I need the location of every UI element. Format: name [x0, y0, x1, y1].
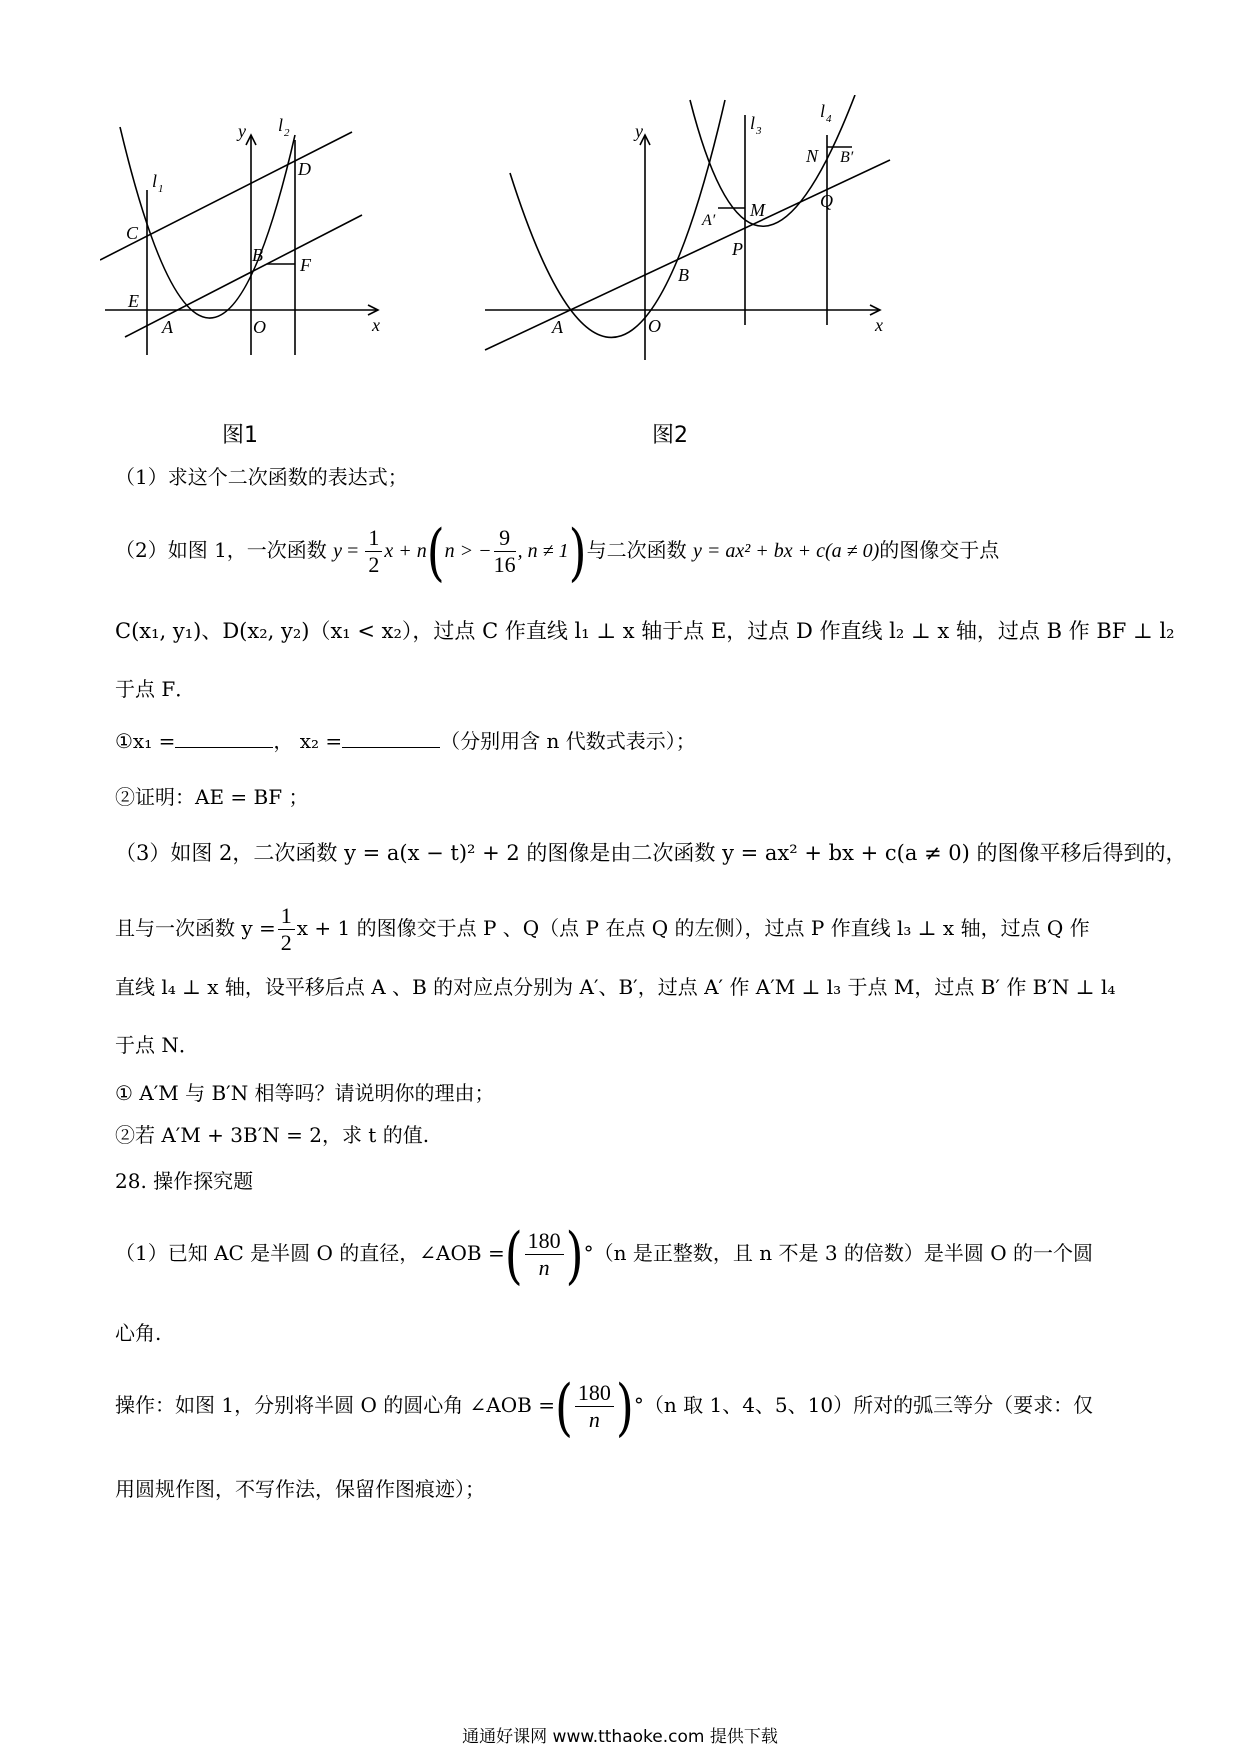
- label-C: C: [126, 223, 139, 243]
- label-l4: l: [820, 101, 826, 121]
- figure-1-caption: 图1: [222, 423, 258, 448]
- q28-p2-num: 180: [575, 1380, 614, 1407]
- question-2-line-3: 于点 F．: [115, 677, 196, 701]
- q2-lead: （2）如图 1，一次函数: [115, 538, 327, 562]
- label-l3: l: [750, 113, 756, 133]
- q2-cond-fraction: [494, 525, 516, 578]
- label-y: y: [635, 121, 643, 141]
- label-F: F: [300, 255, 311, 275]
- label-x: x: [875, 315, 883, 335]
- q2-sub1-c: （分别用含 n 代数式表示）；: [440, 729, 696, 753]
- q28-p1-fraction: [525, 1228, 564, 1281]
- label-Q: Q: [820, 191, 833, 211]
- label-N: N: [806, 146, 819, 166]
- q2-mid: 与二次函数: [586, 538, 687, 562]
- label-O: O: [648, 316, 661, 336]
- q3-line2-b: x + 1 的图像交于点 P 、Q（点 P 在点 Q 的左侧），过点 P 作直线 l₃ ⊥ x 轴，过点 Q 作: [296, 916, 1090, 940]
- label-x: x: [372, 315, 380, 335]
- question-2-sub-1: [115, 726, 1135, 756]
- q2-cond-num: 9: [494, 525, 516, 552]
- label-B: B: [252, 245, 263, 265]
- line-PQ: [485, 160, 890, 350]
- question-3-sub-1: ① A′M 与 B′N 相等吗？请说明你的理由；: [115, 1081, 495, 1105]
- q2-frac-num: 1: [365, 525, 382, 552]
- label-M: M: [750, 200, 765, 220]
- figure-1-graph: [100, 115, 440, 415]
- question-28-p1-cont: 心角.: [115, 1321, 162, 1345]
- label-y: y: [238, 121, 246, 141]
- label-l3-sub: 3: [756, 125, 762, 137]
- question-3-line-3: 直线 l₄ ⊥ x 轴，设平移后点 A 、B 的对应点分别为 A′、B′，过点 A′ 作 A′M ⊥ l₃ 于点 M，过点 B′ 作 B′N ⊥ l₄: [115, 975, 1116, 999]
- q2-sub1-a: ①x₁ =: [115, 729, 176, 753]
- q28-p1-den: n: [538, 1255, 550, 1280]
- question-1: （1）求这个二次函数的表达式；: [115, 465, 408, 489]
- label-B: B: [678, 265, 689, 285]
- q2-tail: 的图像交于点: [879, 538, 1000, 562]
- q2-quad-cond: (a ≠ 0): [824, 540, 880, 562]
- question-2-sub-2: ②证明：AE = BF ；: [115, 785, 309, 809]
- question-2-line-2: C(x₁, y₁)、D(x₂, y₂)（x₁ < x₂），过点 C 作直线 l₁ ⊥ x 轴于点 E，过点 D 作直线 l₂ ⊥ x 轴，过点 B 作 BF ⊥ l₂: [115, 619, 1175, 643]
- question-28-p2: 操作：如图 1，分别将半圆 O 的圆心角 ∠AOB =( $\frac{180}{n}$ )°（n 取 1、4、5、10）所对的弧三等分（要求：仅: [115, 1370, 1094, 1443]
- q2-cond-tail: , n ≠ 1: [517, 540, 569, 562]
- question-3-line-2: [115, 898, 1135, 958]
- label-l2: l: [278, 115, 284, 135]
- label-l1: l: [152, 171, 158, 191]
- page-footer: 通通好课网 www.tthaoke.com 提供下载: [462, 1727, 778, 1747]
- figure-2-caption: 图2: [652, 423, 688, 448]
- label-A: A: [552, 317, 563, 337]
- label-l2-sub: 2: [284, 127, 290, 139]
- q3-frac-num: 1: [278, 903, 295, 930]
- label-l4-sub: 4: [826, 113, 832, 125]
- question-28-p1: （1）已知 AC 是半圆 O 的直径，∠AOB =( $\frac{180}{n}$ )°（n 是正整数，且 n 不是 3 的倍数）是半圆 O 的一个圆: [115, 1218, 1094, 1291]
- label-P: P: [732, 239, 743, 259]
- line-AB: [125, 215, 362, 337]
- label-D: D: [298, 159, 311, 179]
- question-3-line-1: （3）如图 2，二次函数 y = a(x − t)² + 2 的图像是由二次函数 y = ax² + bx + c(a ≠ 0) 的图像平移后得到的，: [115, 841, 1187, 865]
- q2-frac-den: 2: [368, 552, 380, 577]
- question-3-line-4: 于点 N．: [115, 1033, 199, 1057]
- figure-2-graph: [480, 95, 910, 415]
- parabola-original: [510, 100, 725, 337]
- question-3-sub-2: ②若 A′M + 3B′N = 2，求 t 的值.: [115, 1123, 430, 1147]
- q3-fraction: [278, 903, 295, 956]
- figure-2: [480, 95, 910, 415]
- label-A-prime: A′: [702, 212, 716, 229]
- q2-quad: y = ax² + bx + c: [692, 540, 825, 562]
- q28-p1-num: 180: [525, 1228, 564, 1255]
- q28-p2-den: n: [588, 1407, 600, 1432]
- label-B-prime: B′: [840, 149, 854, 166]
- q2-cond-den: 16: [493, 552, 516, 577]
- q28-p2-b: °（n 取 1、4、5、10）所对的弧三等分（要求：仅: [633, 1393, 1094, 1417]
- q2-cond-n: n > −: [444, 540, 492, 562]
- q2-eq-y: y: [333, 540, 343, 562]
- figure-1: [100, 115, 440, 415]
- q28-p2-fraction: [575, 1380, 614, 1433]
- answer-blank-x2[interactable]: [342, 727, 440, 748]
- question-2-line-1: （2）如图 1，一次函数 y = $\frac{1}{2}$ x + n(n > − $\frac{9}{16}$ , n ≠ 1)与二次函数 y = ax² + bx + c(a ≠ 0)的图像交于点: [115, 515, 1000, 588]
- q28-p2-a: 操作：如图 1，分别将半圆 O 的圆心角 ∠AOB =: [115, 1393, 555, 1417]
- label-l1-sub: 1: [158, 183, 164, 195]
- label-O: O: [253, 317, 266, 337]
- q3-line2-a: 且与一次函数 y =: [115, 916, 276, 940]
- question-28-title: 28. 操作探究题: [115, 1169, 254, 1193]
- q2-sub1-b: ， x₂ =: [273, 729, 343, 753]
- q3-frac-den: 2: [280, 930, 292, 955]
- label-E: E: [128, 291, 139, 311]
- q28-p1-a: （1）已知 AC 是半圆 O 的直径，∠AOB =: [115, 1241, 505, 1265]
- q28-p1-b: °（n 是正整数，且 n 不是 3 的倍数）是半圆 O 的一个圆: [583, 1241, 1094, 1265]
- answer-blank-x1[interactable]: [175, 727, 273, 748]
- label-A: A: [162, 317, 173, 337]
- question-28-p2-cont: 用圆规作图，不写作法，保留作图痕迹）；: [115, 1477, 485, 1501]
- q2-fraction: [365, 525, 382, 578]
- q2-eq-rest: x + n: [384, 540, 427, 562]
